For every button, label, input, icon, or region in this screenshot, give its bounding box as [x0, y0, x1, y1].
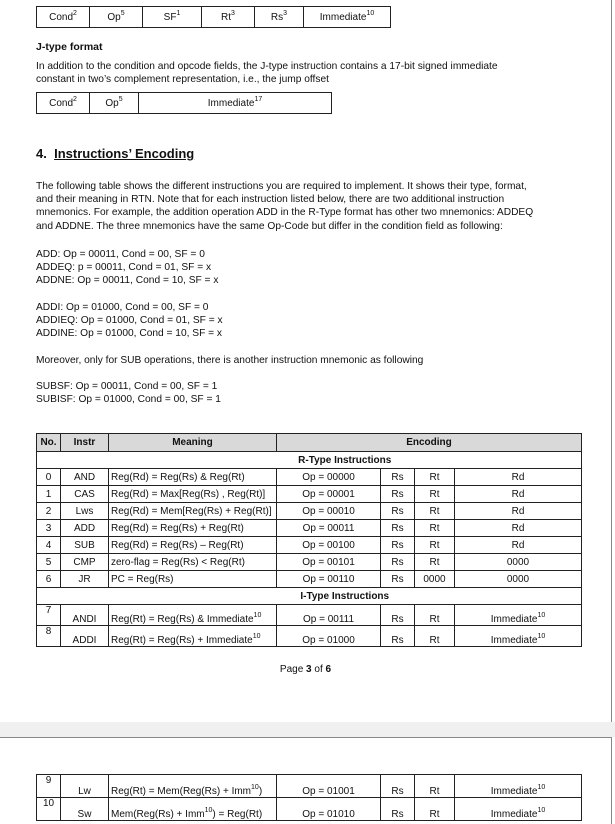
rtype-section-title: R-Type Instructions: [109, 452, 582, 469]
itype-section-row: [37, 588, 582, 605]
header-meaning: Meaning: [109, 434, 277, 452]
header-no: No.: [37, 434, 61, 452]
jtype-format-table: [36, 92, 332, 114]
table-row: 10 Sw Mem(Reg(Rs) + Imm$^{10}$) = Reg(Rt) Op = 01010 Rs Rt Immediate$^{10}$: [37, 798, 582, 821]
table-row: 2 Lws Reg(Rd) = Mem[Reg(Rs) + Reg(Rt)] Op = 00010 Rs Rt Rd: [37, 503, 582, 520]
rtype-format-table: [36, 6, 391, 28]
section-heading: [36, 146, 194, 161]
add-mnemonics: ADD: Op = 00011, Cond = 00, SF = 0 ADDEQ: p = 00011, Cond = 01, SF = x ADDNE: Op = 00011, Cond = 10, SF = x: [36, 249, 219, 287]
field-immediate: Immediate$^{17}$: [139, 93, 332, 114]
table-row: 8 ADDI Reg(Rt) = Reg(Rs) + Immediate$^{10}$ Op = 01000 Rs Rt Immediate$^{10}$: [37, 626, 582, 647]
jtype-description: In addition to the condition and opcode fields, the J-type instruction contains a 17-bit signed immediate constant in two’s complement representation, i.e., the jump offset: [36, 61, 498, 86]
intro-paragraph: The following table shows the different instructions you are required to implement. It shows their type, format, and their meaning in RTN. Note that for each instruction listed below, there are two additional instruction mnemonics. For example, the addition operation ADD in the R-Type format has other two mnemonics: ADDEQ and ADDNE. The three mnemonics have the same Op-Code but differ in the condition field as following:: [36, 181, 534, 232]
field-op: Op$^5$: [90, 7, 143, 28]
moreover-text: Moreover, only for SUB operations, there is another instruction mnemonic as following: [36, 355, 424, 366]
rtype-section-row: [37, 452, 582, 469]
section-number: 4.: [36, 146, 47, 161]
field-op: Op$^5$: [90, 93, 139, 114]
page-gap: [0, 722, 615, 737]
table-header-row: [37, 434, 582, 452]
page-number: Page 3 of 6: [279, 664, 332, 675]
table-row: 6 JR PC = Reg(Rs) Op = 00110 Rs 0000 0000: [37, 571, 582, 588]
jtype-heading: J-type format: [36, 41, 103, 53]
header-instr: Instr: [61, 434, 109, 452]
field-rs: Rs$^3$: [255, 7, 304, 28]
instructions-table: [36, 433, 582, 647]
field-immediate: Immediate$^{10}$: [304, 7, 391, 28]
table-row: 1 CAS Reg(Rd) = Max[Reg(Rs) , Reg(Rt)] Op = 00001 Rs Rt Rd: [37, 486, 582, 503]
table-row: 5 CMP zero-flag = Reg(Rs) < Reg(Rt) Op = 00101 Rs Rt 0000: [37, 554, 582, 571]
field-cond: Cond$^2$: [37, 7, 90, 28]
section-title: Instructions’ Encoding: [54, 146, 195, 161]
field-rt: Rt$^3$: [202, 7, 255, 28]
table-row: 7 ANDI Reg(Rt) = Reg(Rs) & Immediate$^{10}$ Op = 00111 Rs Rt Immediate$^{10}$: [37, 605, 582, 626]
sub-mnemonics: SUBSF: Op = 00011, Cond = 00, SF = 1 SUBISF: Op = 01000, Cond = 00, SF = 1: [36, 381, 221, 406]
table-row: 3 ADD Reg(Rd) = Reg(Rs) + Reg(Rt) Op = 00011 Rs Rt Rd: [37, 520, 582, 537]
field-sf: $SF^1$: [143, 7, 202, 28]
table-row: 4 SUB Reg(Rd) = Reg(Rs) – Reg(Rt) Op = 00100 Rs Rt Rd: [37, 537, 582, 554]
addi-mnemonics: ADDI: Op = 01000, Cond = 00, SF = 0 ADDIEQ: Op = 01000, Cond = 01, SF = x ADDINE: Op = 01000, Cond = 10, SF = x: [36, 302, 223, 340]
instructions-table-continued: [36, 774, 582, 821]
itype-section-title: I-Type Instructions: [109, 588, 582, 605]
table-row: 9 Lw Reg(Rt) = Mem(Reg(Rs) + Imm$^{10}$) Op = 01001 Rs Rt Immediate$^{10}$: [37, 775, 582, 798]
table-row: 0 AND Reg(Rd) = Reg(Rs) & Reg(Rt) Op = 00000 Rs Rt Rd: [37, 469, 582, 486]
field-cond: Cond$^2$: [37, 93, 90, 114]
header-encoding: Encoding: [277, 434, 582, 452]
